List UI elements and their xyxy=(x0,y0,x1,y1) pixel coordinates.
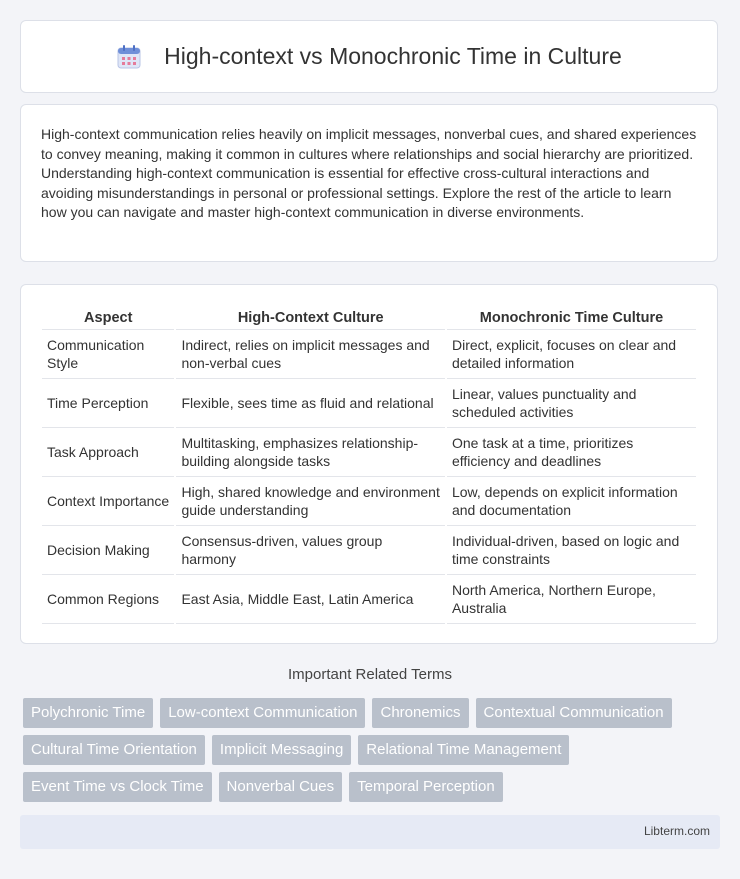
tag-row xyxy=(23,735,723,765)
intro-card xyxy=(20,104,718,262)
table-cell: Consensus-driven, values group harmony xyxy=(176,526,445,575)
table-cell: Linear, values punctuality and scheduled activities xyxy=(447,379,696,428)
table-cell: Flexible, sees time as fluid and relational xyxy=(176,379,445,428)
table-cell: Context Importance xyxy=(42,477,174,526)
table-cell: Time Perception xyxy=(42,379,174,428)
table-row xyxy=(42,428,696,477)
table-header-row xyxy=(42,305,696,330)
related-term-tag[interactable]: Cultural Time Orientation xyxy=(23,735,205,765)
tag-row xyxy=(23,698,723,728)
table-cell: Indirect, relies on implicit messages and non-verbal cues xyxy=(176,330,445,379)
page-title: High-context vs Monochronic Time in Culture xyxy=(164,43,622,69)
table-row xyxy=(42,575,696,624)
table-cell: Low, depends on explicit information and documentation xyxy=(447,477,696,526)
table-cell: One task at a time, prioritizes efficiency and deadlines xyxy=(447,428,696,477)
related-term-tag[interactable]: Implicit Messaging xyxy=(212,735,351,765)
table-row xyxy=(42,477,696,526)
comparison-table-card xyxy=(20,284,718,644)
table-row xyxy=(42,526,696,575)
table-cell: Decision Making xyxy=(42,526,174,575)
table-cell: North America, Northern Europe, Australia xyxy=(447,575,696,624)
footer xyxy=(20,815,720,849)
related-term-tag[interactable]: Nonverbal Cues xyxy=(219,772,343,802)
table-cell: High, shared knowledge and environment guide understanding xyxy=(176,477,445,526)
table-cell: Communication Style xyxy=(42,330,174,379)
tag-row xyxy=(23,772,723,802)
table-cell: East Asia, Middle East, Latin America xyxy=(176,575,445,624)
related-term-tag[interactable]: Event Time vs Clock Time xyxy=(23,772,212,802)
table-cell: Direct, explicit, focuses on clear and detailed information xyxy=(447,330,696,379)
table-cell: Individual-driven, based on logic and time constraints xyxy=(447,526,696,575)
table-cell: Multitasking, emphasizes relationship-building alongside tasks xyxy=(176,428,445,477)
table-cell: Task Approach xyxy=(42,428,174,477)
related-term-tag[interactable]: Polychronic Time xyxy=(23,698,153,728)
related-terms xyxy=(23,698,723,809)
intro-text: High-context communication relies heavily on implicit messages, nonverbal cues, and shared experiences to convey meaning, making it common in cultures where relationships and social hierarchy are prioritized. Understanding high-context communication is essential for effective cross-cultural interactions and avoiding misunderstandings in personal or professional settings. Explore the rest of the article to learn how you can navigate and master high-context communication in diverse environments. xyxy=(41,126,697,220)
related-terms-title: Important Related Terms xyxy=(288,666,452,683)
comparison-table xyxy=(40,305,698,624)
related-term-tag[interactable]: Low-context Communication xyxy=(160,698,365,728)
calendar-icon xyxy=(116,44,142,70)
table-row xyxy=(42,330,696,379)
site-name[interactable]: Libterm.com xyxy=(643,824,710,838)
related-term-tag[interactable]: Chronemics xyxy=(372,698,468,728)
table-cell: Common Regions xyxy=(42,575,174,624)
related-term-tag[interactable]: Temporal Perception xyxy=(349,772,503,802)
column-header: Aspect xyxy=(42,305,174,330)
table-row xyxy=(42,379,696,428)
column-header: Monochronic Time Culture xyxy=(447,305,696,330)
related-term-tag[interactable]: Relational Time Management xyxy=(358,735,569,765)
title-card xyxy=(20,20,718,93)
related-term-tag[interactable]: Contextual Communication xyxy=(476,698,672,728)
column-header: High-Context Culture xyxy=(176,305,445,330)
